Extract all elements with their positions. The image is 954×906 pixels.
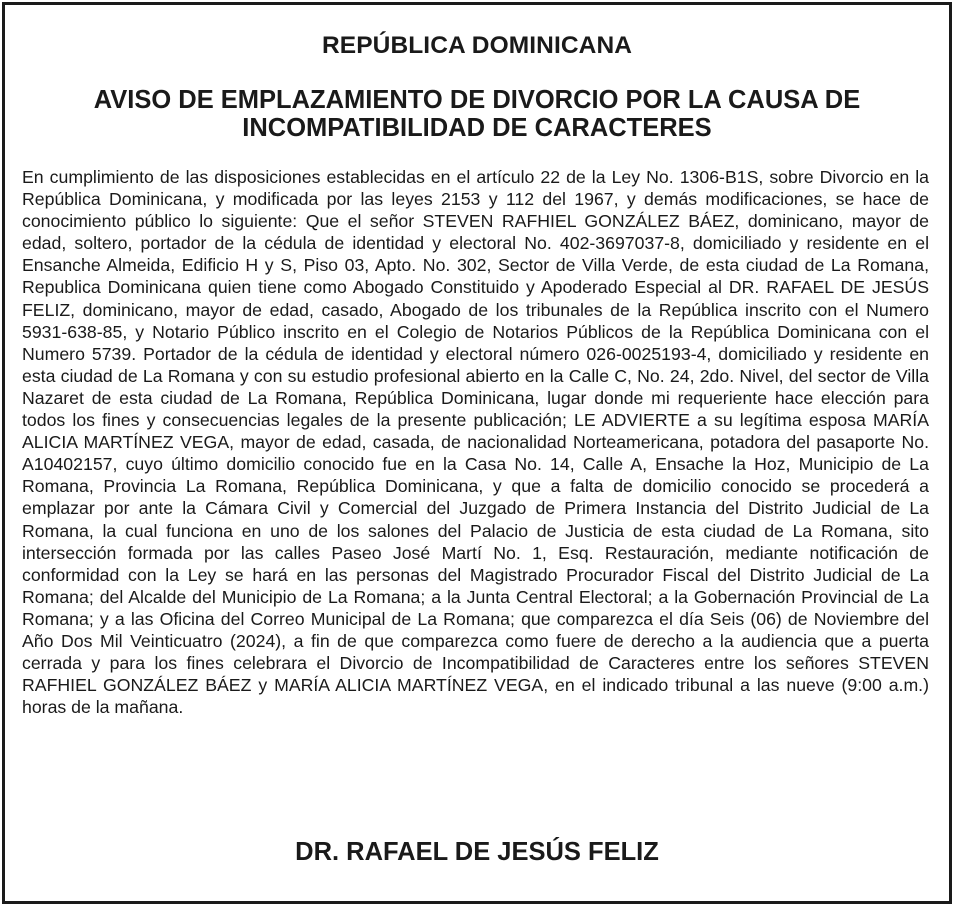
signature: DR. RAFAEL DE JESÚS FELIZ xyxy=(295,838,659,866)
notice-body: En cumplimiento de las disposiciones establecidas en el artículo 22 de la Ley No. 1306-B1S, sobre Divorcio en la República Dominicana, y modificada por las leyes 2153 y 112 del 1967, y demás modificaciones, se hace de conocimiento público lo siguiente: Que el señor STEVEN RAFHIEL GONZÁLEZ BÁEZ, dominicano, mayor de edad, soltero, portador de la cédula de identidad y electoral No. 402-3697037-8, domiciliado y residente en el Ensanche Almeida, Edificio H y S, Piso 03, Apto. No. 302, Sector de Villa Verde, de esta ciudad de La Romana, Republica Dominicana quien tiene como Abogado Constituido y Apoderado Especial al DR. RAFAEL DE JESÚS FELIZ, dominicano, mayor de edad, casado, Abogado de los tribunales de la República inscrito con el Numero 5931-638-85, y Notario Público inscrito en el Colegio de Notarios Públicos de la República Dominicana con el Numero 5739. Portador de la cédula de identidad y electoral número 026-0025193-4, domiciliado y residente en esta ciudad de La Romana y con su estudio profesional abierto en la Calle C, No. 24, 2do. Nivel, del sector de Villa Nazaret de esta ciudad de La Romana, República Dominicana, lugar donde mi requeriente hace elección para todos los fines y consecuencias legales de la presente publicación; LE ADVIERTE a su legítima esposa MARÍA ALICIA MARTÍNEZ VEGA, mayor de edad, casada, de nacionalidad Norteamericana, potadora del pasaporte No. A10402157, cuyo último domicilio conocido fue en la Casa No. 14, Calle A, Ensache la Hoz, Municipio de La Romana, Provincia La Romana, República Dominicana, y que a falta de domicilio conocido se procederá a emplazar por ante la Cámara Civil y Comercial del Juzgado de Primera Instancia del Distrito Judicial de La Romana, la cual funciona en uno de los salones del Palacio de Justicia de esta ciudad de La Romana, sito intersección formada por las calles Paseo José Martí No. 1, Esq. Restauración, mediante notificación de conformidad con la Ley se hará en las personas del Magistrado Procurador Fiscal del Distrito Judicial de La Romana; del Alcalde del Municipio de La Romana; a la Junta Central Electoral; a la Gobernación Provincial de La Romana; y a las Oficina del Correo Municipal de La Romana; que comparezca el día Seis (06) de Noviembre del Año Dos Mil Veinticuatro (2024), a fin de que comparezca como fuere de derecho a la audiencia que a puerta cerrada y para los fines celebrara el Divorcio de Incompatibilidad de Caracteres entre los señores STEVEN RAFHIEL GONZÁLEZ BÁEZ y MARÍA ALICIA MARTÍNEZ VEGA, en el indicado tribunal a las nueve (9:00 a.m.) horas de la mañana. xyxy=(22,167,929,718)
notice-title xyxy=(25,86,929,142)
notice-title-line-2: INCOMPATIBILIDAD DE CARACTERES xyxy=(242,114,712,142)
legal-notice xyxy=(2,2,952,904)
country-heading: REPÚBLICA DOMINICANA xyxy=(321,32,633,59)
notice-title-line-1: AVISO DE EMPLAZAMIENTO DE DIVORCIO POR LA CAUSA DE xyxy=(93,86,861,114)
